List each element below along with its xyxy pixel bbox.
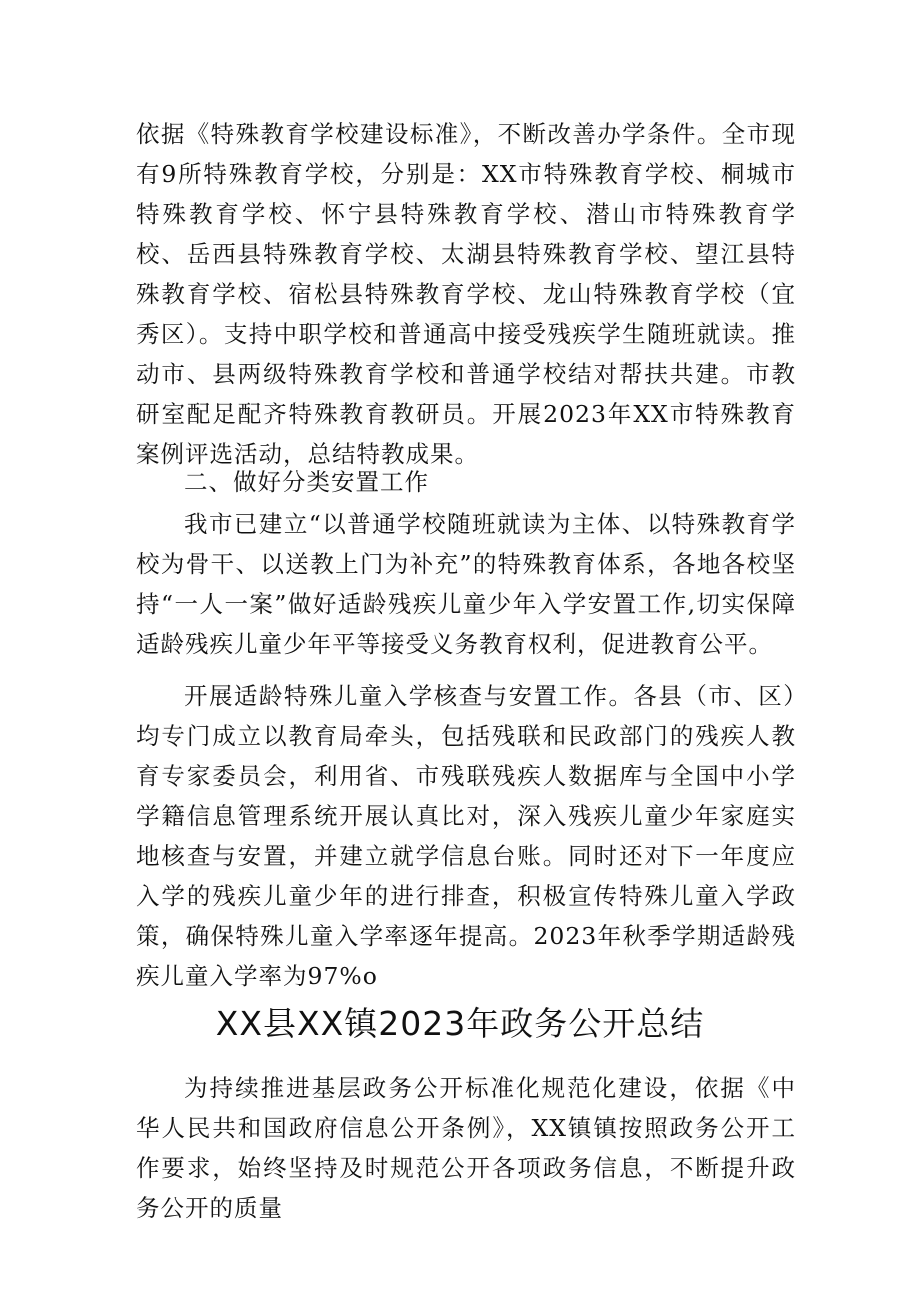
- body-paragraph-gov-disclosure: 为持续推进基层政务公开标准化规范化建设，依据《中华人民共和国政府信息公开条例》，XX镇镇按照政务公开工作要求，始终坚持及时规范公开各项政务信息，不断提升政务公开的质量: [136, 1074, 796, 1222]
- section-heading: 二、做好分类安置工作: [184, 468, 429, 496]
- body-paragraph-placement-system: 我市已建立“以普通学校随班就读为主体、以特殊教育学校为骨干、以送教上门为补充”的特殊教育体系，各地各校坚持“一人一案”做好适龄残疾儿童少年入学安置工作,切实保障适龄残疾儿童少年平等接受义务教育权利，促进教育公平。: [136, 510, 796, 658]
- body-paragraph-special-schools: 依据《特殊教育学校建设标准》，不断改善办学条件。全市现有9所特殊教育学校，分别是：XX市特殊教育学校、桐城市特殊教育学校、怀宁县特殊教育学校、潜山市特殊教育学校、岳西县特殊教育学校、太湖县特殊教育学校、望江县特殊教育学校、宿松县特殊教育学校、龙山特殊教育学校（宜秀区）。支持中职学校和普通高中接受残疾学生随班就读。推动市、县两级特殊教育学校和普通学校结对帮扶共建。市教研室配足配齐特殊教育教研员。开展2023年XX市特殊教育案例评选活动，总结特教成果。: [136, 120, 796, 468]
- document-title: XX县XX镇2023年政务公开总结: [215, 1004, 705, 1043]
- body-paragraph-enrollment-check: 开展适龄特殊儿童入学核查与安置工作。各县（市、区）均专门成立以教育局牵头，包括残联和民政部门的残疾人教育专家委员会，利用省、市残联残疾人数据库与全国中小学学籍信息管理系统开展认真比对，深入残疾儿童少年家庭实地核查与安置，并建立就学信息台账。同时还对下一年度应入学的残疾儿童少年的进行排查，积极宣传特殊儿童入学政策，确保特殊儿童入学率逐年提高。2023年秋季学期适龄残疾儿童入学率为97%o: [136, 682, 796, 990]
